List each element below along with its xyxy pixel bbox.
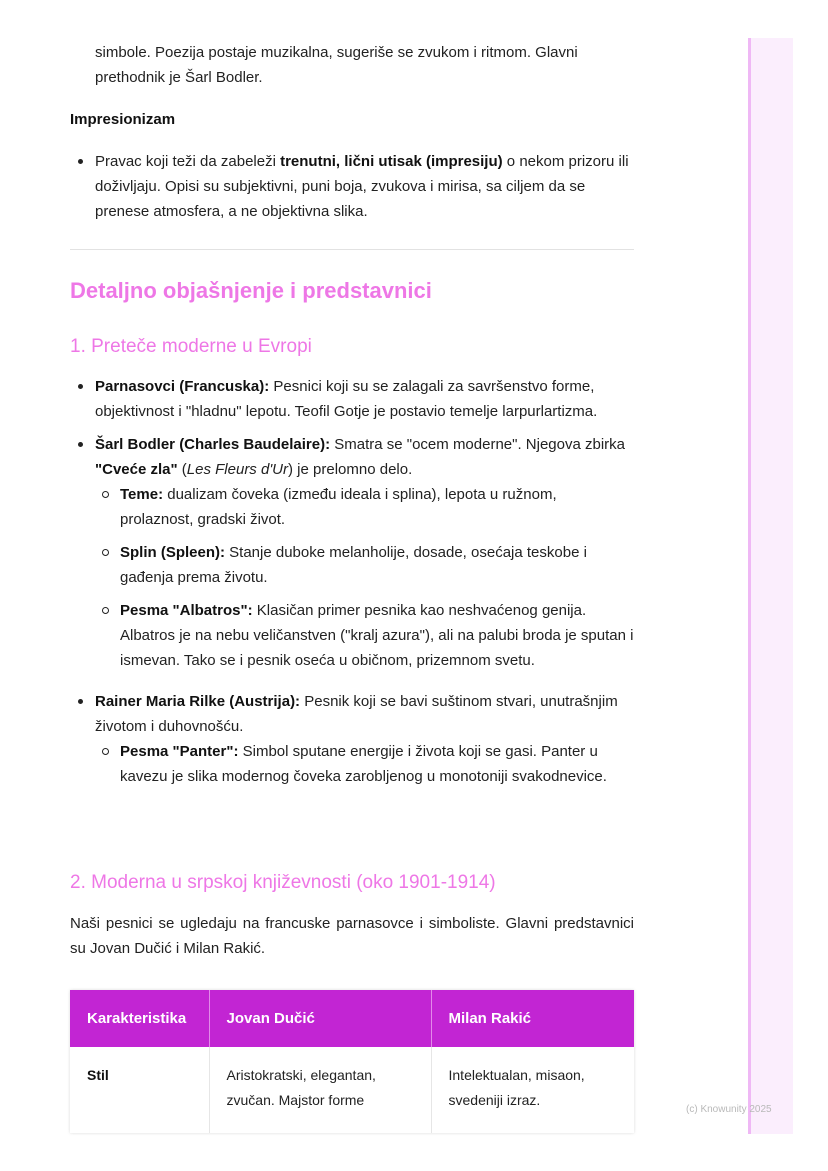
part2-heading: 2. Moderna u srpskoj književnosti (oko 1901-1914) <box>70 872 496 893</box>
list-item: Pesma "Albatros": Klasičan primer pesnika kao neshvaćenog genija. Albatros je na nebu veličanstven ("kralj azura"), ali na palubi broda je sputan i ismevan. Tako se i pesnik oseća u običnom, prizemnom svetu. <box>95 598 634 673</box>
part1-heading: 1. Preteče moderne u Evropi <box>70 336 312 357</box>
impresionizam-list <box>70 149 634 232</box>
list-item: Splin (Spleen): Stanje duboke melanholije, dosade, osećaja teskobe i gađenja prema životu. <box>95 540 634 590</box>
baudelaire-sublist <box>95 482 634 673</box>
list-item: Pravac koji teži da zabeleži trenutni, lični utisak (impresiju) o nekom prizoru ili doživljaju. Opisi su subjektivni, puni boja, zvukova i mirisa, sa ciljem da se prenese atmosfera, a ne objektivna slika. <box>70 149 634 224</box>
table-header-row <box>70 990 634 1047</box>
watermark: (c) Knowunity 2025 <box>686 1104 772 1115</box>
table-cell: Intelektualan, misaon, svedeniji izraz. <box>448 1067 585 1108</box>
impresionizam-heading: Impresionizam <box>70 111 176 128</box>
comparison-table <box>70 990 634 1133</box>
list-item: Parnasovci (Francuska): Pesnici koji su se zalagali za savršenstvo forme, objektivnost i "hladnu" lepotu. Teofil Gotje je postavio temelje larpurlartizma. <box>70 374 634 424</box>
list-item: Rainer Maria Rilke (Austrija): Pesnik koji se bavi suštinom stvari, unutrašnjim životom i duhovnošću. Pesma "Panter": Simbol sputane energije i života koji se gasi. Panter u kavezu je slika modernog čoveka zarobljenog u monotoniji svakodnevice. <box>70 689 634 789</box>
part2-intro: Naši pesnici se ugledaju na francuske parnasovce i simboliste. Glavni predstavnici su Jovan Dučić i Milan Rakić. <box>70 915 634 957</box>
table-row <box>70 1047 634 1133</box>
table-header-cell: Karakteristika <box>70 990 209 1047</box>
table-cell: Stil <box>70 1047 209 1133</box>
section-heading: Detaljno objašnjenje i predstavnici <box>70 278 432 303</box>
continued-paragraph: simbole. Poezija postaje muzikalna, sugeriše se zvukom i ritmom. Glavni prethodnik je Šarl Bodler. <box>95 44 578 86</box>
table-cell: Aristokratski, elegantan, zvučan. Majstor forme <box>209 1047 431 1133</box>
list-item: Teme: dualizam čoveka (između ideala i splina), lepota u ružnom, prolaznost, gradski život. <box>95 482 634 532</box>
list-item: Pesma "Panter": Simbol sputane energije i života koji se gasi. Panter u kavezu je slika modernog čoveka zarobljenog u monotoniji svakodnevice. <box>95 739 634 789</box>
table-header-cell: Milan Rakić <box>431 990 634 1047</box>
sidebar-strip <box>748 38 793 1134</box>
rilke-sublist <box>95 739 634 789</box>
table-header-cell: Jovan Dučić <box>209 990 431 1047</box>
part1-list <box>70 374 634 797</box>
list-item: Šarl Bodler (Charles Baudelaire): Smatra se "ocem moderne". Njegova zbirka "Cveće zla" (Les Fleurs d'Ur) je prelomno delo. Teme: dualizam čoveka (između ideala i splina), lepota u ružnom, prolaznost, gradski život. Splin (Spleen): Stanje duboke melanholije, dosade, osećaja teskobe i gađenja prema životu. Pesma "Albatros": Klasičan primer pesnika kao neshvaćenog genija. Albatros je na nebu veličanstven ("kralj azura"), ali na palubi broda je sputan i ismevan. Tako se i pesnik oseća u običnom, prizemnom svetu. <box>70 432 634 673</box>
divider <box>70 249 634 250</box>
